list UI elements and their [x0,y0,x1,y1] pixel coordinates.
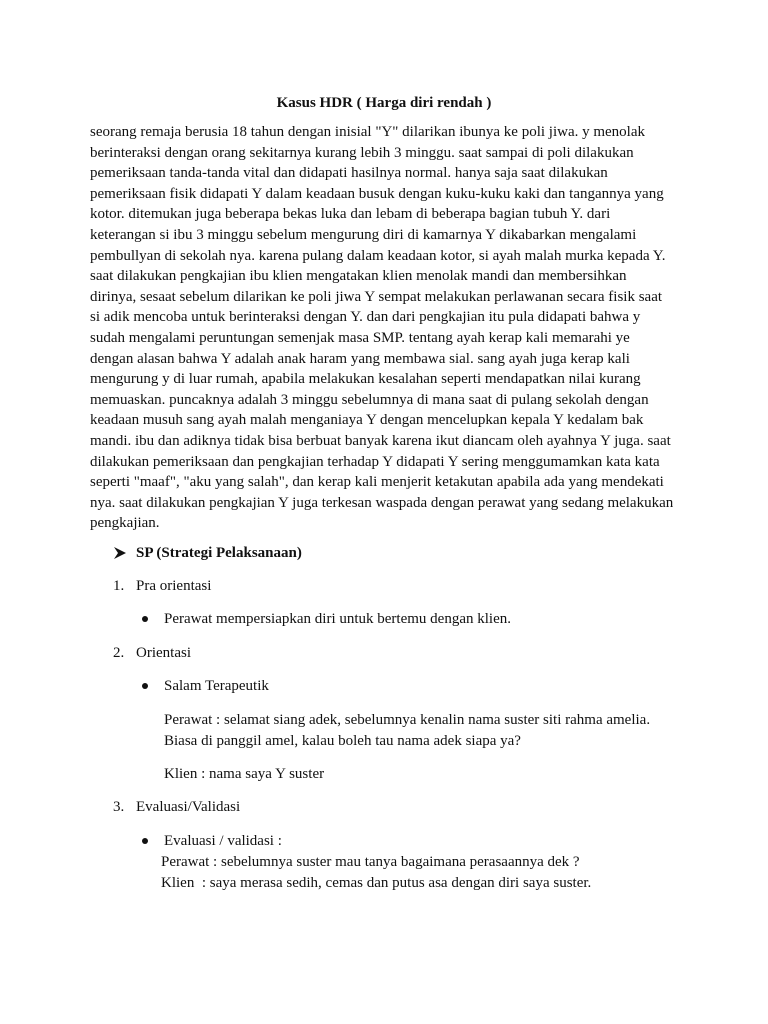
bullet-dot-icon [142,683,148,689]
sp-heading: SP (Strategi Pelaksanaan) [136,545,302,561]
paragraph-line: seperti "maaf", "aku yang salah", dan kerap kali menjerit ketakutan apabila ada yang mendekati [90,474,664,491]
paragraph-line: mengurung y di luar rumah, apabila melakukan kesalahan seperti mendapatkan nilai kurang [90,371,641,388]
dialogue-line: Biasa di panggil amel, kalau boleh tau nama adek siapa ya? [164,733,521,749]
paragraph-line: mandi. ibu dan adiknya tidak bisa berbuat banyak karena ikut diancam oleh ayahnya Y juga. saat [90,432,671,449]
bullet-dot-icon [142,838,148,844]
case-paragraph [90,122,690,534]
section-number: 2. [113,645,125,661]
paragraph-line: dilakukan pemeriksaan dan pengkajian terhadap Y didapati Y sering menggumamkan kata kata [90,453,660,470]
dialogue-line: Klien : nama saya Y suster [164,766,325,782]
paragraph-line: saat dilakukan pengkajian ibu klien mengatakan klien menolak mandi dan membersihkan [90,268,627,285]
paragraph-line: dirinya, sesaat sebelum dilarikan ke poli jiwa Y sempat melakukan perlawanan secara fisik saat [90,288,663,305]
paragraph-line: memuaskan. puncaknya adalah 3 minggu sebelumnya di mana saat di pulang sekolah dengan [90,391,649,408]
paragraph-line: keterangan si ibu 3 minggu sebelum mengurung diri di kamarnya Y dikabarkan mengalami [90,226,637,243]
paragraph-line: keadaan musuh sang ayah malah menganiaya Y dengan mencelupkan kepala Y kedalam bak [90,412,644,429]
arrow-bullet-icon [113,546,127,560]
dialogue-line: Perawat : selamat siang adek, sebelumnya kenalin nama suster siti rahma amelia. [164,712,651,728]
paragraph-line: pengkajian. [90,515,160,532]
paragraph-line: si adik mencoba untuk berinteraksi dengan Y. dan dari pengkajian itu pula didapati bahwa y [90,309,641,326]
document-title: Kasus HDR ( Harga diri rendah ) [276,95,492,111]
paragraph-line: kotor. ditemukan juga beberapa bekas luka dan lebam di beberapa bagian tubuh Y. dari [90,206,611,223]
dialogue-line: Klien : saya merasa sedih, cemas dan putus asa dengan diri saya suster. [161,875,592,891]
paragraph-line: nya. saat dilakukan pengkajian Y juga terkesan waspada dengan perawat yang sedang melakukan [90,494,674,511]
paragraph-line: pemeriksaan fisik didapati Y dalam keadaan busuk dengan kuku-kuku kaki dan tangannya yang [90,185,664,202]
section-number: 3. [113,799,125,815]
paragraph-line: pemeriksaan tanda-tanda vital dan didapati hasilnya normal. hanya saja saat dilakukan [90,165,608,182]
section-label-orientasi: Orientasi [136,645,191,661]
paragraph-line: pembullyan di sekolah nya. karena pulang dalam keadaan kotor, si ayah malah murka kepada Y. [90,247,666,264]
paragraph-line: berinteraksi dengan orang sekitarnya kurang lebih 3 minggu. saat sampai di poli dilakukan [90,144,634,161]
paragraph-line: seorang remaja berusia 18 tahun dengan inisial "Y" dilarikan ibunya ke poli jiwa. y menolak [90,124,646,140]
paragraph-line: sudah mengalami peruntungan semenjak masa SMP. tentang ayah kerap kali memarahi ye [90,329,630,346]
section-label-pra-orientasi: Pra orientasi [136,578,212,594]
bullet-text: Salam Terapeutik [164,678,269,694]
bullet-text: Evaluasi / validasi : [164,833,282,849]
bullet-text: Perawat mempersiapkan diri untuk bertemu dengan klien. [164,611,511,627]
bullet-dot-icon [142,616,148,622]
dialogue-line: Perawat : sebelumnya suster mau tanya bagaimana perasaannya dek ? [161,854,580,870]
section-label-evaluasi-validasi: Evaluasi/Validasi [136,799,241,815]
paragraph-line: dengan alasan bahwa Y adalah anak haram yang membawa sial. sang ayah juga kerap kali [90,350,630,367]
section-number: 1. [113,578,125,594]
